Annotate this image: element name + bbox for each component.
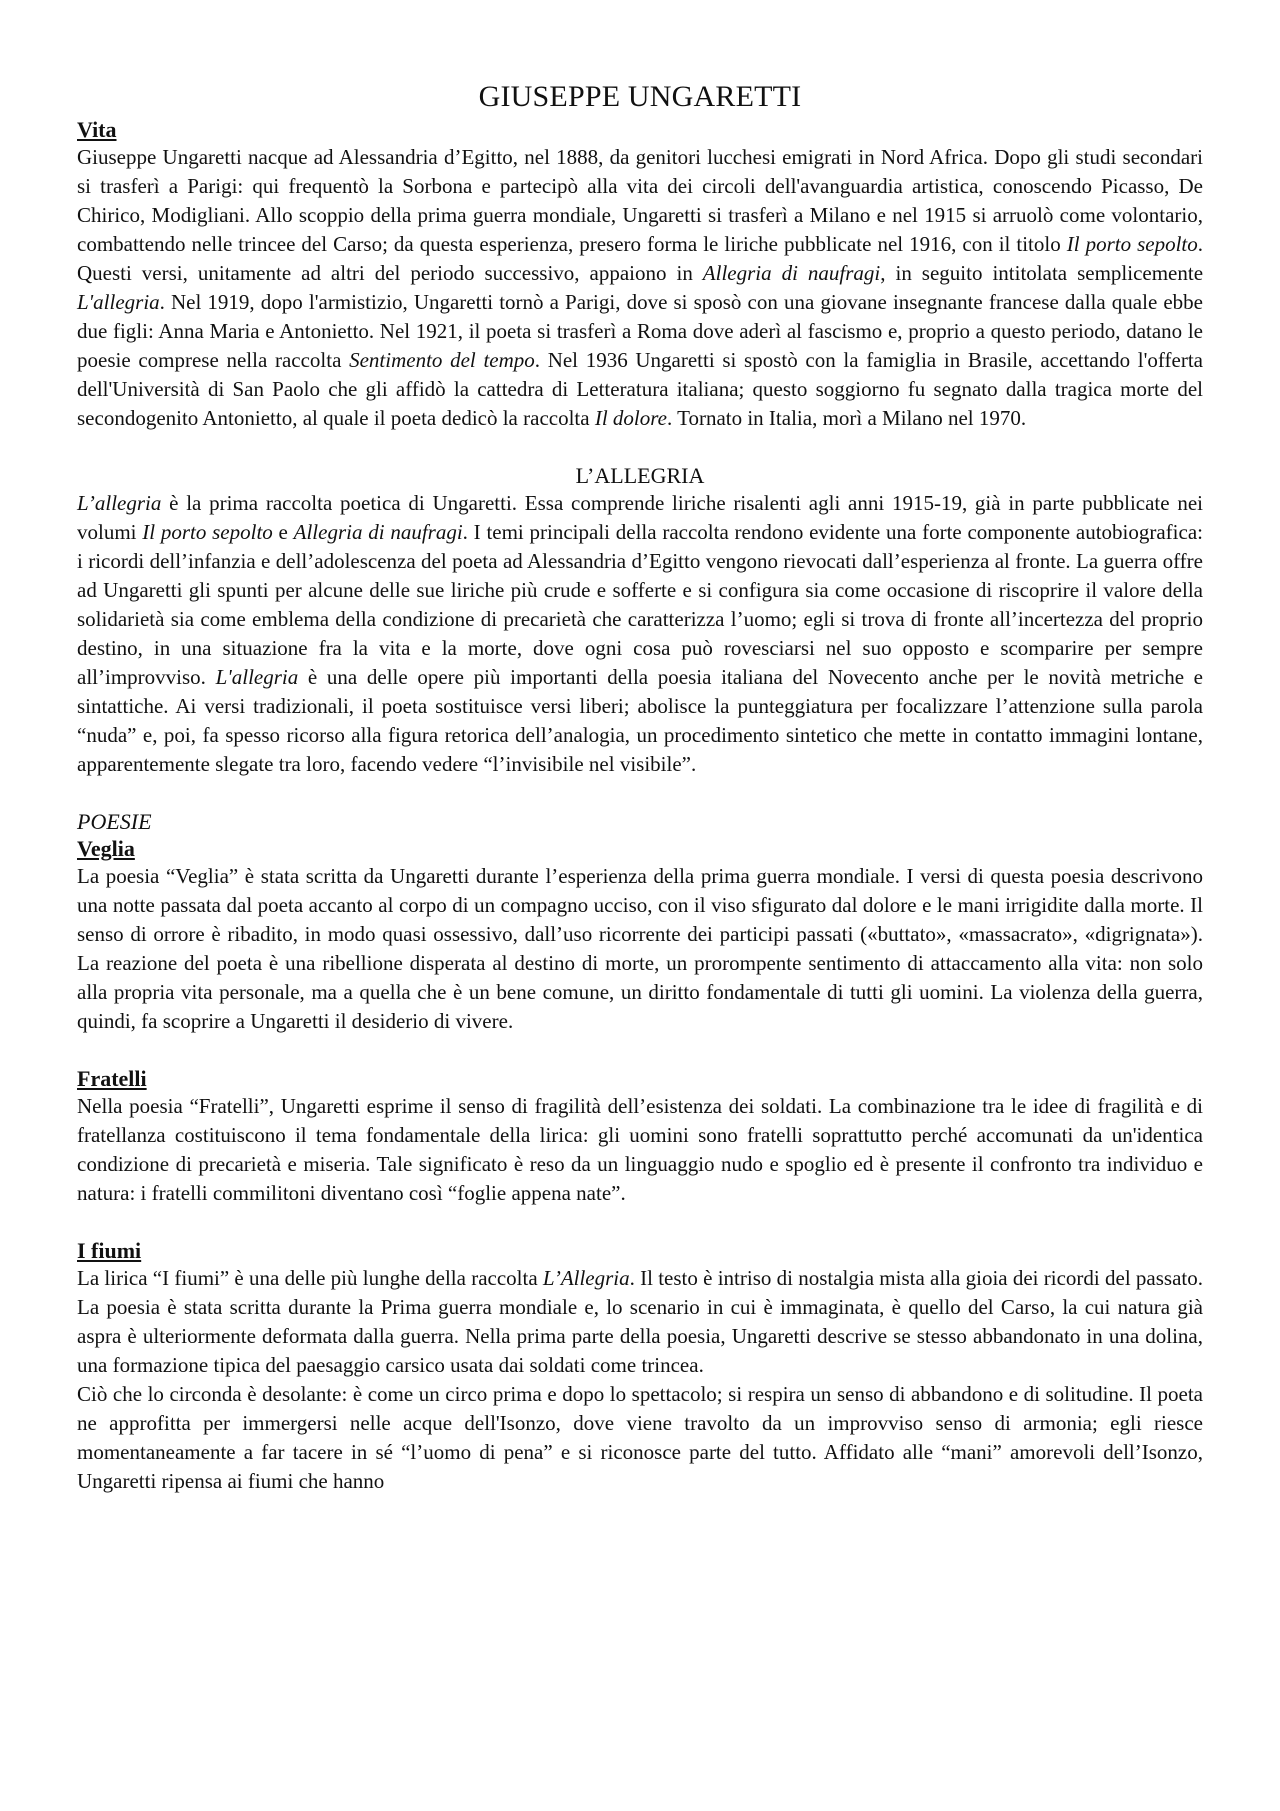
section-heading-fratelli: Fratelli [77, 1066, 147, 1091]
italic-text: Sentimento del tempo [349, 348, 535, 372]
paragraph-vita [77, 143, 1203, 433]
text-run: . Nel 1936 Ungaretti si spostò con la famiglia in Brasile, accettando l'offerta dell'Università di San Paolo che gli affidò la cattedra di Letteratura italiana; questo soggiorno fu segnato dalla tragica morte del secondogenito Antonietto, al quale il poeta dedicò la raccolta [77, 348, 1203, 430]
text-run: è la prima raccolta poetica di Ungaretti. Essa comprende liriche risalenti agli anni 1915-19, già in parte pubblicate nei volumi [77, 491, 1203, 544]
text-run: . Nel 1919, dopo l'armistizio, Ungaretti tornò a Parigi, dove si sposò con una giovane insegnante francese dalla quale ebbe due figli: Anna Maria e Antonietto. Nel 1921, il poeta si trasferì a Roma dove aderì al fascismo e, proprio a questo periodo, datano le poesie comprese nella raccolta [77, 290, 1203, 372]
text-run: La lirica “I fiumi” è una delle più lunghe della raccolta [77, 1266, 543, 1290]
paragraph-i-fiumi-2 [77, 1380, 1203, 1496]
paragraph-veglia [77, 862, 1203, 1036]
italic-text: L’allegria [77, 491, 162, 515]
text-run: , in seguito intitolata semplicemente [880, 261, 1204, 285]
text-run: . Tornato in Italia, morì a Milano nel 1970. [666, 406, 1027, 430]
document-page [77, 78, 1203, 1496]
text-run: . Il testo è intriso di nostalgia mista alla gioia dei ricordi del passato. La poesia è stata scritta durante la Prima guerra mondiale e, lo scenario in cui è immaginata, è quello del Carso, la cui natura già aspra è ulteriormente deformata dalla guerra. Nella prima parte della poesia, Ungaretti descrive se stesso abbandonato in una dolina, una formazione tipica del paesaggio carsico usata dai soldati come trincea. [77, 1266, 1203, 1377]
italic-text: Allegria di naufragi [702, 261, 881, 285]
italic-text: Il porto sepolto [142, 520, 273, 544]
italic-text: Allegria di naufragi [293, 520, 463, 544]
italic-text: Il dolore [594, 406, 667, 430]
section-heading-veglia: Veglia [77, 836, 135, 861]
text-run: è una delle opere più importanti della poesia italiana del Novecento anche per le novità metriche e sintattiche. Ai versi tradizionali, il poeta sostituisce versi liberi; abolisce la punteggiatura per focalizzare l’attenzione sulla parola “nuda” e, poi, fa spesso ricorso alla figura retorica dell’analogia, un procedimento sintetico che mette in contatto immagini lontane, apparentemente slegate tra loro, facendo vedere “l’invisibile nel visibile”. [77, 665, 1203, 776]
section-heading-i-fiumi: I fiumi [77, 1238, 142, 1263]
italic-text: L'allegria [215, 665, 299, 689]
spacer [77, 779, 1203, 808]
text-run: La poesia “Veglia” è stata scritta da Ungaretti durante l’esperienza della prima guerra mondiale. I versi di questa poesia descrivono una notte passata dal poeta accanto al corpo di un compagno ucciso, con il viso sfigurato dal dolore e le mani irrigidite dalla morte. Il senso di orrore è ribadito, in modo quasi ossessivo, dall’uso ricorrente dei participi passati («buttato», «massacrato», «digrignata»). La reazione del poeta è una ribellione disperata al destino di morte, un prorompente sentimento di attaccamento alla vita: non solo alla propria vita personale, ma a quella che è un bene comune, un diritto fondamentale di tutti gli uomini. La violenza della guerra, quindi, fa scoprire a Ungaretti il desiderio di vivere. [77, 864, 1203, 1033]
paragraph-allegria [77, 489, 1203, 779]
spacer [77, 1036, 1203, 1065]
section-title-allegria: L’ALLEGRIA [575, 463, 705, 488]
section-label-poesie: POESIE [77, 809, 152, 834]
document-title: GIUSEPPE UNGARETTI [478, 80, 802, 113]
text-run: Ciò che lo circonda è desolante: è come un circo prima e dopo lo spettacolo; si respira un senso di abbandono e di solitudine. Il poeta ne approfitta per immergersi nelle acque dell'Isonzo, dove viene travolto da un improvviso senso di armonia; egli riesce momentaneamente a far tacere in sé “l’uomo di pena” e si riconosce parte del tutto. Affidato alle “mani” amorevoli dell’Isonzo, Ungaretti ripensa ai fiumi che hanno [77, 1382, 1203, 1493]
paragraph-fratelli [77, 1092, 1203, 1208]
paragraph-i-fiumi-1 [77, 1264, 1203, 1380]
text-run: e [272, 520, 294, 544]
text-run: Giuseppe Ungaretti nacque ad Alessandria d’Egitto, nel 1888, da genitori lucchesi emigrati in Nord Africa. Dopo gli studi secondari si trasferì a Parigi: qui frequentò la Sorbona e partecipò alla vita dei circoli dell'avanguardia artistica, conoscendo Picasso, De Chirico, Modigliani. Allo scoppio della prima guerra mondiale, Ungaretti si trasferì a Milano e nel 1915 si arruolò come volontario, combattendo nelle trincee del Carso; da questa esperienza, presero forma le liriche pubblicate nel 1916, con il titolo [77, 145, 1203, 256]
italic-text: L'allegria [77, 290, 160, 314]
text-run: . Questi versi, unitamente ad altri del periodo successivo, appaiono in [77, 232, 1203, 285]
text-run: Nella poesia “Fratelli”, Ungaretti esprime il senso di fragilità dell’esistenza dei soldati. La combinazione tra le idee di fragilità e di fratellanza costituiscono il tema fondamentale della lirica: gli uomini sono fratelli soprattutto perché accomunati da un'identica condizione di precarietà e miseria. Tale significato è reso da un linguaggio nudo e spoglio ed è presente il confronto tra individuo e natura: i fratelli commilitoni diventano così “foglie appena nate”. [77, 1094, 1203, 1205]
spacer [77, 433, 1203, 462]
spacer [77, 1208, 1203, 1237]
section-heading-vita: Vita [77, 117, 117, 142]
italic-text: L’Allegria [542, 1266, 630, 1290]
italic-text: Il porto sepolto [1066, 232, 1198, 256]
text-run: . I temi principali della raccolta rendono evidente una forte componente autobiografica: i ricordi dell’infanzia e dell’adolescenza del poeta ad Alessandria d’Egitto vengono rievocati dall’esperienza al fronte. La guerra offre ad Ungaretti gli spunti per alcune delle sue liriche più crude e sofferte e si configura sia come occasione di riscoprire il valore della solidarietà sia come emblema della condizione di precarietà che caratterizza l’uomo; egli si trova di fronte all’incertezza del proprio destino, in una situazione fra la vita e la morte, dove ogni cosa può rovesciarsi nel suo opposto e scomparire per sempre all’improvviso. [77, 520, 1203, 689]
